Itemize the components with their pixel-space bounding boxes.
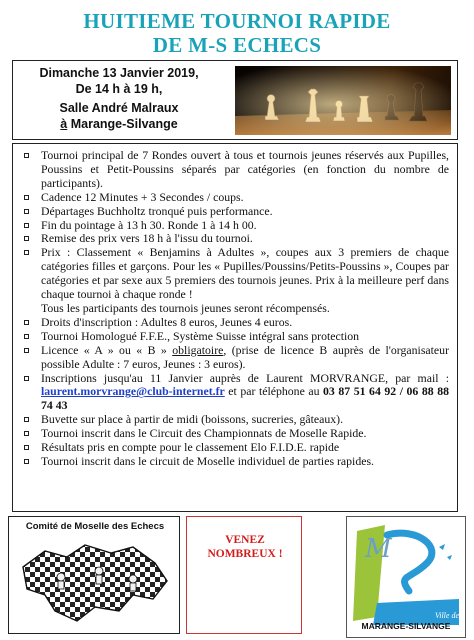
venez-line: VENEZ: [225, 534, 265, 546]
bullet-icon: [24, 431, 29, 436]
detail-text: Prix : Classement « Benjamins à Adultes », coupes aux 3 premiers de chaque catégories filles et garçons. Pour les « Pupilles/Poussins/Petits-Poussins », Coupes par catégories et par sexe aux 5 premiers des tournois jeunes. Prix à la meilleure perf dans chaque tournoi à chaque ronde !: [41, 245, 449, 302]
detail-text: Fin du pointage à 13 h 30. Ronde 1 à 14 h 00.: [41, 217, 257, 232]
detail-text: et par téléphone au: [224, 384, 320, 399]
ville-logo-box: [346, 516, 466, 638]
tournament-subtitle: DE M-S ECHECS: [152, 33, 322, 57]
list-item: [21, 455, 449, 469]
detail-text: Droits d'inscription : Adultes 8 euros, Jeunes 4 euros.: [41, 314, 293, 329]
detail-text: Remise des prix vers 18 h à l'issu du tournoi.: [41, 231, 253, 246]
event-hours: De 14 h à 19 h,: [75, 82, 163, 96]
moselle-map-chessboard-icon: [15, 537, 175, 629]
bullet-icon: [24, 223, 29, 228]
list-item: [21, 427, 449, 441]
list-item: [21, 219, 449, 233]
list-item: [21, 191, 449, 205]
tournament-details-box: [12, 143, 458, 512]
bullet-icon: [24, 195, 29, 200]
comite-logo-box: [8, 516, 180, 634]
list-item: [21, 149, 449, 191]
bullet-icon: [24, 153, 29, 158]
ville-de-label: Ville de: [434, 611, 459, 620]
svg-text:M: M: [365, 534, 392, 564]
event-date: Dimanche 13 Janvier 2019,: [39, 66, 199, 80]
nombreux-line: NOMBREUX !: [207, 548, 283, 560]
bullet-icon: [24, 459, 29, 464]
detail-text: Inscriptions jusqu'au 11 Janvier auprès de Laurent MORVRANGE, par mail :: [41, 370, 449, 385]
detail-text: Tournoi inscrit dans le circuit de Moselle individuel de parties rapides.: [41, 453, 375, 468]
phone-number: 03 87 51 64 92 / 06 88 88 74 43: [41, 384, 449, 413]
tournament-title: HUITIEME TOURNOI RAPIDE: [83, 9, 391, 33]
detail-text: Cadence 12 Minutes + 3 Secondes / coups.: [41, 189, 244, 204]
list-item: [21, 205, 449, 219]
list-item: [21, 232, 449, 246]
bullet-icon: [24, 250, 29, 255]
detail-text: Résultats pris en compte pour le classement Elo F.I.D.E. rapide: [41, 440, 340, 455]
detail-text: Licence « A » ou « B »: [41, 342, 173, 357]
chess-pieces-photo: [235, 66, 451, 135]
detail-subtext: Tous les participants des tournois jeunes seront récompensés.: [41, 300, 330, 315]
bullet-icon: [24, 334, 29, 339]
list-item: [21, 413, 449, 427]
bullet-icon: [24, 417, 29, 422]
email-link[interactable]: laurent.morvrange@club-internet.fr: [41, 384, 225, 399]
detail-text: Buvette sur place à partir de midi (boissons, sucreries, gâteaux).: [41, 412, 344, 427]
event-place-prefix: à: [60, 117, 68, 131]
bullet-icon: [24, 209, 29, 214]
list-item: [21, 441, 449, 455]
event-info-box: [12, 60, 458, 140]
event-place: [19, 116, 219, 132]
detail-text: Tournoi principal de 7 Rondes ouvert à tous et tournois jeunes réservés aux Pupilles, Poussins et Petit-Poussins séparés par catégories (en fonction du nombre de participants).: [41, 148, 449, 190]
tournament-details-list: [21, 149, 449, 469]
detail-text: Tournoi Homologué F.F.E., Système Suisse intégral sans protection: [41, 328, 360, 343]
bullet-icon: [24, 445, 29, 450]
bullet-icon: [24, 376, 29, 381]
comite-label: Comité de Moselle des Echecs: [25, 521, 165, 532]
bullet-icon: [24, 320, 29, 325]
list-item: [21, 372, 449, 414]
list-item: [21, 246, 449, 316]
detail-text: , (prise de licence B auprès de l'organisateur possible Adulte : 7 euros, Jeunes : 3 euros).: [41, 342, 449, 371]
ville-name: MARANGE-SILVANGE: [361, 621, 451, 631]
detail-text-underlined: obligatoire: [172, 342, 224, 357]
detail-text: Départages Buchholtz tronqué puis performance.: [41, 203, 273, 218]
list-item: [21, 344, 449, 372]
event-venue: Salle André Malraux: [59, 101, 179, 115]
event-place-town: Marange-Silvange: [67, 117, 178, 131]
detail-text: Tournoi inscrit dans le Circuit des Championnats de Moselle Rapide.: [41, 426, 367, 441]
venez-nombreux-box: [186, 516, 302, 634]
bullet-icon: [24, 236, 29, 241]
list-item: [21, 330, 449, 344]
bullet-icon: [24, 348, 29, 353]
venez-nombreux-text: [187, 533, 303, 561]
list-item: [21, 316, 449, 330]
